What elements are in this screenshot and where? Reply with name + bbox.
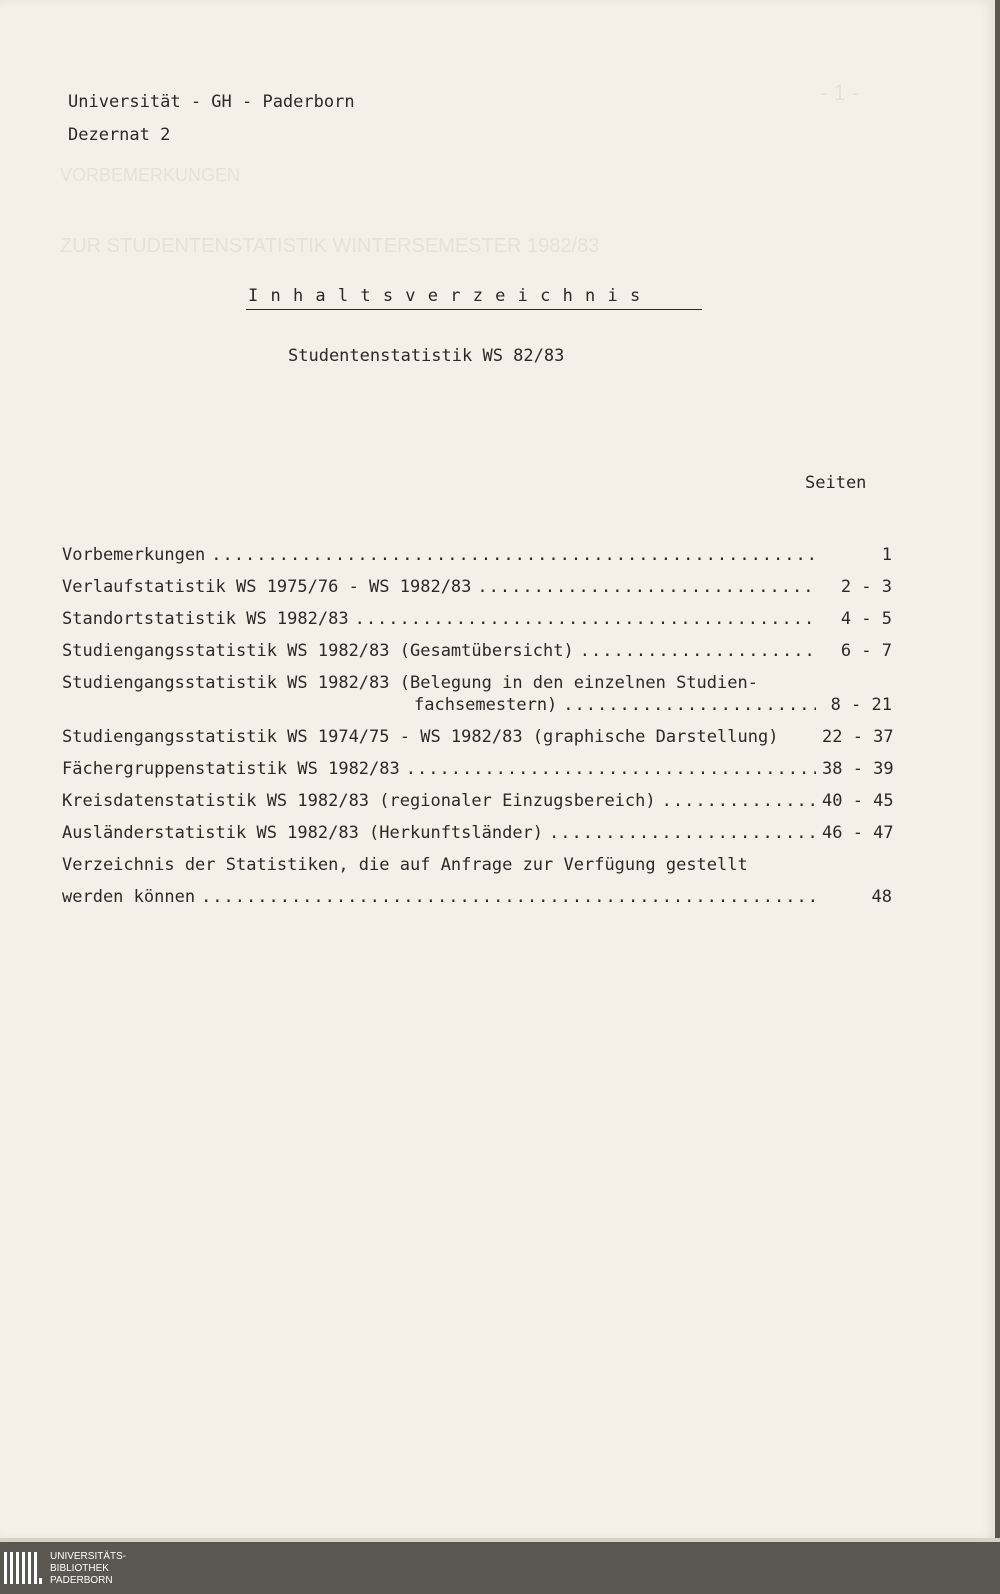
toc-entry-page: 46 - 47 (822, 823, 894, 843)
toc-entry (62, 641, 892, 673)
toc-entry-page: 8 - 21 (830, 695, 892, 715)
table-of-contents (62, 545, 892, 909)
title-underline (246, 309, 702, 310)
toc-entry (62, 791, 892, 823)
toc-entry (62, 727, 892, 759)
toc-entry-title: Studiengangsstatistik WS 1982/83 (Belegung in den einzelnen Studien- (62, 673, 758, 693)
toc-entry-page: 38 - 39 (822, 759, 894, 779)
toc-entry-title: Ausländerstatistik WS 1982/83 (Herkunftsländer) (62, 823, 544, 843)
toc-entry (62, 609, 892, 641)
toc-entry-title: Standortstatistik WS 1982/83 (62, 609, 349, 629)
bleed-through-text: ZUR STUDENTENSTATISTIK WINTERSEMESTER 1982/83 (60, 235, 600, 257)
toc-entry (62, 823, 892, 855)
toc-entry-title: Vorbemerkungen (62, 545, 206, 565)
pages-heading: Seiten (805, 473, 867, 493)
toc-entry-page: 1 (881, 545, 892, 565)
toc-entry-title: Verlaufstatistik WS 1975/76 - WS 1982/83 (62, 577, 472, 597)
university-name: Universität - GH - Paderborn (68, 92, 355, 112)
toc-entry (62, 855, 892, 909)
toc-entry-page: 6 - 7 (840, 641, 892, 661)
leader-dots (477, 577, 816, 597)
leader-dots (211, 545, 816, 565)
library-logo-text: UNIVERSITÄTS- BIBLIOTHEK PADERBORN (50, 1551, 127, 1586)
page-title: I n h a l t s v e r z e i c h n i s (248, 286, 642, 306)
leader-dots (549, 823, 816, 843)
leader-dots (201, 887, 816, 907)
toc-entry-page: 48 (871, 887, 892, 907)
toc-entry (62, 545, 892, 577)
library-logo (0, 1544, 150, 1592)
toc-entry-page: 2 - 3 (840, 577, 892, 597)
leader-dots (563, 695, 816, 715)
leader-dots (662, 791, 816, 811)
leader-dots (355, 609, 816, 629)
leader-dots (406, 759, 816, 779)
toc-entry-title: Kreisdatenstatistik WS 1982/83 (regionaler Einzugsbereich) (62, 791, 656, 811)
toc-entry-title: Verzeichnis der Statistiken, die auf Anfrage zur Verfügung gestellt (62, 855, 748, 875)
toc-entry (62, 577, 892, 609)
toc-entry-title-continued: fachsemestern) (414, 695, 558, 715)
toc-entry-title: Fächergruppenstatistik WS 1982/83 (62, 759, 400, 779)
leader-dots (580, 641, 816, 661)
bleed-through-text: - 1 - (820, 80, 860, 105)
bleed-through-text: VORBEMERKUNGEN (60, 165, 241, 185)
toc-entry (62, 673, 892, 727)
library-logo-icon (4, 1550, 42, 1586)
toc-entry-page: 40 - 45 (822, 791, 894, 811)
department-name: Dezernat 2 (68, 125, 171, 145)
toc-entry-page: 22 - 37 (822, 727, 894, 747)
toc-entry (62, 759, 892, 791)
toc-entry-page: 4 - 5 (840, 609, 892, 629)
page-edge (0, 1538, 1000, 1542)
toc-entry-title-continued: werden können (62, 887, 196, 907)
subtitle: Studentenstatistik WS 82/83 (288, 346, 565, 366)
toc-entry-title: Studiengangsstatistik WS 1974/75 - WS 1982/83 (graphische Darstellung) (62, 727, 779, 747)
toc-entry-title: Studiengangsstatistik WS 1982/83 (Gesamtübersicht) (62, 641, 574, 661)
